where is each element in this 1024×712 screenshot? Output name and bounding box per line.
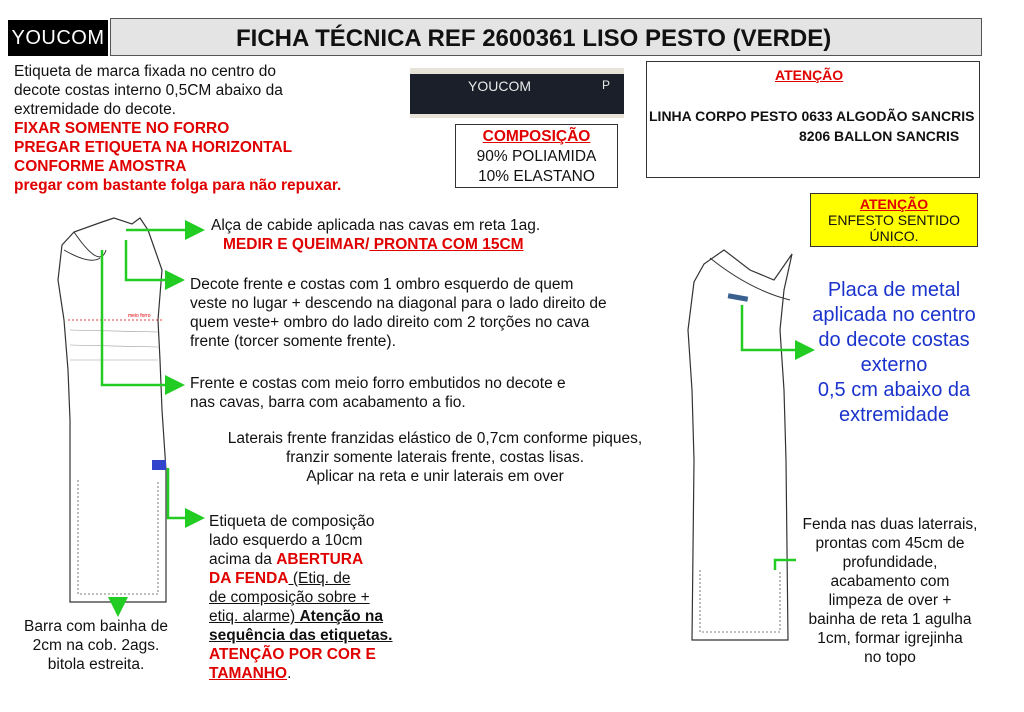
instruction-line: acabamento com <box>830 573 950 590</box>
instruction-line: frente (torcer somente frente). <box>190 333 396 350</box>
instruction-line: Etiqueta de composição <box>209 513 375 530</box>
instruction-line: decote costas interno 0,5CM abaixo da <box>14 82 283 99</box>
attention-heading: ATENÇÃO <box>775 67 844 83</box>
instruction-line: bitola estreita. <box>47 656 145 673</box>
warning-text: PRONTA COM 15CM <box>369 236 524 253</box>
warning-text: TAMANHO <box>209 665 288 682</box>
instruction-line: extremidade <box>838 404 950 426</box>
warning-text: MEDIR E QUEIMAR/ <box>223 236 370 253</box>
thread-line: LINHA CORPO PESTO 0633 ALGODÃO SANCRIS <box>649 108 975 124</box>
instruction-line: bainha de reta 1 agulha <box>808 611 972 628</box>
instruction-line: lado esquerdo a 10cm <box>209 532 363 549</box>
slit-instructions <box>780 515 1000 667</box>
warning-line: FIXAR SOMENTE NO FORRO <box>14 120 230 137</box>
instruction-line: nas cavas, barra com acabamento a fio. <box>190 394 466 411</box>
sides-instructions <box>190 429 680 486</box>
warning-line: pregar com bastante folga para não repuxar. <box>14 177 342 194</box>
instruction-line: franzir somente laterais frente, costas lisas. <box>285 449 585 466</box>
label-size-text: P <box>602 78 611 92</box>
instruction-line: 2cm na cob. 2ags. <box>32 637 160 654</box>
label-brand-text: YOUCOM <box>468 78 531 94</box>
hanger-instructions <box>211 216 631 254</box>
lining-instructions <box>190 374 650 412</box>
instruction-line: Decote frente e costas com 1 ombro esquerdo de quem <box>190 276 574 293</box>
instruction-text: (Etiq. de <box>288 570 351 587</box>
warning-text: ABERTURA <box>276 551 364 568</box>
instruction-line: Fenda nas duas laterrais, <box>802 516 978 533</box>
attention-line: sequência das etiquetas. <box>209 627 393 644</box>
instruction-text: acima da <box>209 551 277 568</box>
composition-label-instructions <box>209 512 439 683</box>
instruction-text: etiq. alarme) <box>209 608 300 625</box>
spread-line: ÚNICO. <box>869 228 919 244</box>
instruction-line: 1cm, formar igrejinha <box>817 630 963 647</box>
composition-line: 10% ELASTANO <box>478 168 595 185</box>
instruction-line: Aplicar na reta e unir laterais em over <box>306 468 564 485</box>
composition-line: 90% POLIAMIDA <box>476 148 597 165</box>
instruction-line: Laterais frente franzidas elástico de 0,7cm conforme piques, <box>227 430 643 447</box>
instruction-line: no topo <box>864 649 916 666</box>
hem-instructions <box>8 617 184 674</box>
neckline-instructions <box>190 275 680 351</box>
instruction-line: profundidade, <box>842 554 938 571</box>
instruction-line: do decote costas <box>818 329 970 351</box>
metal-plate-instructions <box>796 278 992 428</box>
instruction-line: veste no lugar + descendo na diagonal para o lado direito de <box>190 295 607 312</box>
instruction-line: de composição sobre + <box>209 589 370 606</box>
instruction-line: externo <box>860 354 928 376</box>
instruction-line: quem veste+ ombro do lado direito com 2 torções no cava <box>190 314 590 331</box>
instruction-line: Alça de cabide aplicada nas cavas em reta 1ag. <box>211 217 541 234</box>
warning-line: CONFORME AMOSTRA <box>14 158 187 175</box>
instruction-line: limpeza de over + <box>828 592 952 609</box>
warning-text: DA FENDA <box>209 570 289 587</box>
attention-text: Atenção na <box>299 608 384 625</box>
thread-line: 8206 BALLON SANCRIS <box>799 128 960 144</box>
instruction-line: prontas com 45cm de <box>815 535 965 552</box>
spread-line: ENFESTO SENTIDO <box>828 212 960 228</box>
instruction-line: Frente e costas com meio forro embutidos no decote e <box>190 375 566 392</box>
page-title: FICHA TÉCNICA REF 2600361 LISO PESTO (VERDE) <box>236 25 832 52</box>
instruction-line: 0,5 cm abaixo da <box>817 379 971 401</box>
instruction-line: extremidade do decote. <box>14 101 176 118</box>
instruction-line: aplicada no centro <box>812 304 976 326</box>
brand-logo: YOUCOM <box>8 20 108 56</box>
instruction-text: . <box>287 665 292 682</box>
warning-line: PREGAR ETIQUETA NA HORIZONTAL <box>14 139 293 156</box>
instruction-line: Placa de metal <box>827 279 961 301</box>
instruction-line: Barra com bainha de <box>24 618 168 635</box>
instruction-line: Etiqueta de marca fixada no centro do <box>14 63 276 80</box>
warning-line: ATENÇÃO POR COR E <box>209 646 376 663</box>
spread-heading: ATENÇÃO <box>859 196 929 212</box>
composition-heading: COMPOSIÇÃO <box>482 128 591 145</box>
lining-mark: meio forro <box>128 313 151 319</box>
